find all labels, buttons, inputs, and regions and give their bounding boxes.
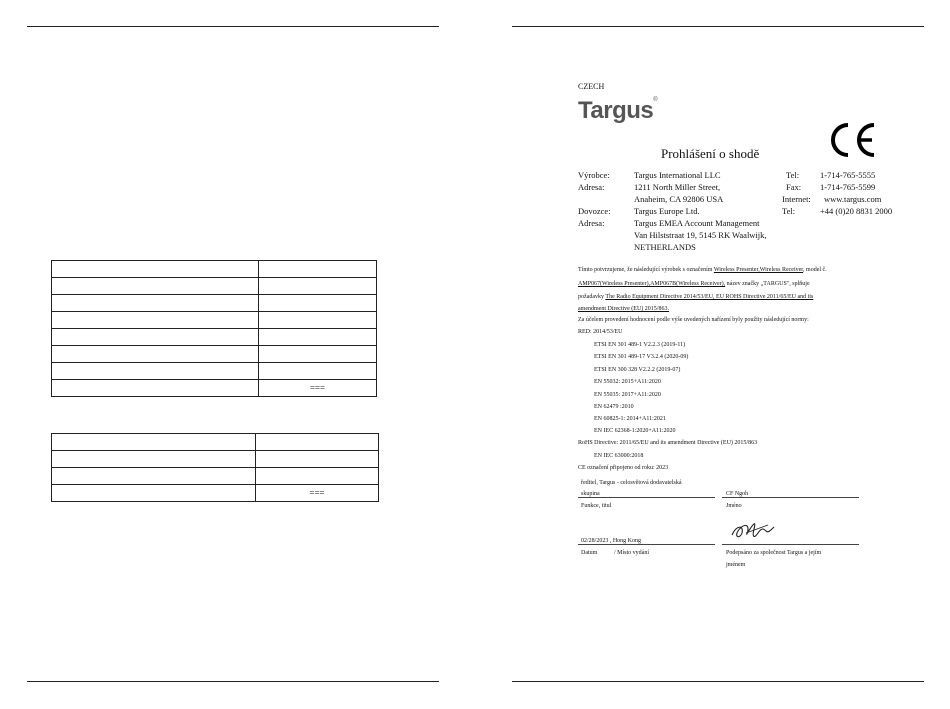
address2-label: Adresa:	[578, 218, 605, 228]
name-value: CF Ngoh	[726, 491, 749, 497]
position-underline	[578, 497, 715, 498]
red-label: RED: 2014/53/EU	[578, 329, 623, 335]
address-line1: 1211 North Miller Street,	[634, 182, 721, 192]
fax-value: 1-714-765-5599	[820, 182, 876, 192]
signature	[728, 519, 776, 543]
language-label: CZECH	[578, 82, 605, 91]
standard-item: ETSI EN 301 489-17 V3.2.4 (2020-09)	[594, 354, 689, 360]
tel-value: 1-714-765-5555	[820, 170, 876, 180]
standard-item: EN 62479 :2010	[594, 404, 634, 410]
signed-label-line1: Podepsáno za společnost Targus a jejím	[726, 550, 822, 556]
table-row	[52, 451, 379, 468]
fax-label: Fax:	[786, 182, 802, 192]
table-row: ===	[52, 485, 379, 502]
product-name: Wireless Presenter,Wireless Receiver	[713, 267, 804, 273]
table-row	[52, 261, 377, 278]
address2-line2: Van Hilststraat 19, 5145 RK Waalwijk,	[634, 230, 767, 240]
left-table-1	[51, 260, 377, 397]
position-value-line1: ředitel, Targus - celosvětová dodavatelská	[581, 480, 682, 486]
manufacturer-value: Targus International LLC	[634, 170, 721, 180]
standard-item: EN 55035: 2017+A11:2020	[594, 392, 661, 398]
targus-logo	[578, 97, 657, 125]
manufacturer-label: Výrobce:	[578, 170, 610, 180]
left-table-2	[51, 433, 379, 502]
logo-registered-mark: ®	[653, 97, 658, 103]
internet-value: www.targus.com	[824, 194, 882, 204]
left-bottom-rule	[27, 681, 439, 682]
ce-mark-icon	[826, 122, 878, 158]
logo-text: Targus	[578, 97, 654, 124]
standard-item: ETSI EN 301 489-1 V2.2.3 (2019-11)	[594, 342, 686, 348]
table-row	[52, 329, 377, 346]
left-top-rule	[27, 26, 439, 27]
directives: The Radio Equipment Directive 2014/53/EU, EU ROHS Directive 2011/65/EU and its	[605, 294, 814, 300]
address2-line3: NETHERLANDS	[634, 242, 696, 252]
table-row	[52, 363, 377, 380]
right-top-rule	[512, 26, 924, 27]
importer-value: Targus Europe Ltd.	[634, 206, 700, 216]
name-label: Jméno	[726, 503, 742, 509]
tel2-value: +44 (0)20 8831 2000	[820, 206, 893, 216]
standard-item: EN 60825-1: 2014+A11:2021	[594, 416, 666, 422]
table-row	[52, 278, 377, 295]
product-models: AMP067(Wireless Presenter),AMP067B(Wireless Receiver),	[578, 281, 726, 287]
declaration-line2: AMP067(Wireless Presenter),AMP067B(Wireless Receiver), název značky „TARGUS", splňuje	[578, 281, 810, 287]
date-label: Datum	[581, 550, 598, 556]
rohs-standard: EN IEC 63000:2018	[594, 453, 644, 459]
standard-item: ETSI EN 300 328 V2.2.2 (2019-07)	[594, 367, 681, 373]
date-underline	[578, 544, 715, 545]
assessment-text: Za účelem provedení hodnocení podle výše uvedených nařízení byly použity následující normy:	[578, 317, 809, 323]
address-line2: Anaheim, CA 92806 USA	[634, 194, 724, 204]
right-bottom-rule	[512, 681, 924, 682]
place-label: / Místo vydání	[614, 550, 650, 556]
tel2-label: Tel:	[782, 206, 796, 216]
table-row	[52, 434, 379, 451]
internet-label: Internet:	[782, 194, 811, 204]
position-label: Funkce, titul	[581, 503, 612, 509]
signed-label-line2: jménem	[726, 562, 746, 568]
table-row	[52, 312, 377, 329]
standard-item: EN 55032: 2015+A11:2020	[594, 379, 661, 385]
date-value: 02/28/2023 , Hong Kong	[581, 538, 641, 544]
table-row	[52, 468, 379, 485]
signature-underline	[722, 544, 859, 545]
page-title: Prohlášení o shodě	[661, 146, 760, 161]
declaration-line1: Tímto potvrzujeme, že následující výrobek s označením Wireless Presenter,Wireless Receiver, model č.	[578, 267, 827, 273]
rohs-text: RoHS Directive: 2011/65/EU and its amendment Directive (EU) 2015/863	[578, 440, 758, 446]
name-underline	[722, 497, 859, 498]
declaration-line3: požadavky The Radio Equipment Directive 2014/53/EU, EU ROHS Directive 2011/65/EU and its	[578, 294, 814, 300]
table-row	[52, 346, 377, 363]
tel-label: Tel:	[786, 170, 800, 180]
position-value-line2: skupina	[581, 491, 600, 497]
importer-label: Dovozce:	[578, 206, 611, 216]
table-row	[52, 295, 377, 312]
address-label: Adresa:	[578, 182, 605, 192]
table-row: ===	[52, 380, 377, 397]
ce-year: CE označení připojeno od roku: 2023	[578, 465, 669, 471]
address2-line1: Targus EMEA Account Management	[634, 218, 760, 228]
declaration-line4: amendment Directive (EU) 2015/863.	[578, 306, 669, 312]
standard-item: EN IEC 62368-1:2020+A11:2020	[594, 428, 676, 434]
